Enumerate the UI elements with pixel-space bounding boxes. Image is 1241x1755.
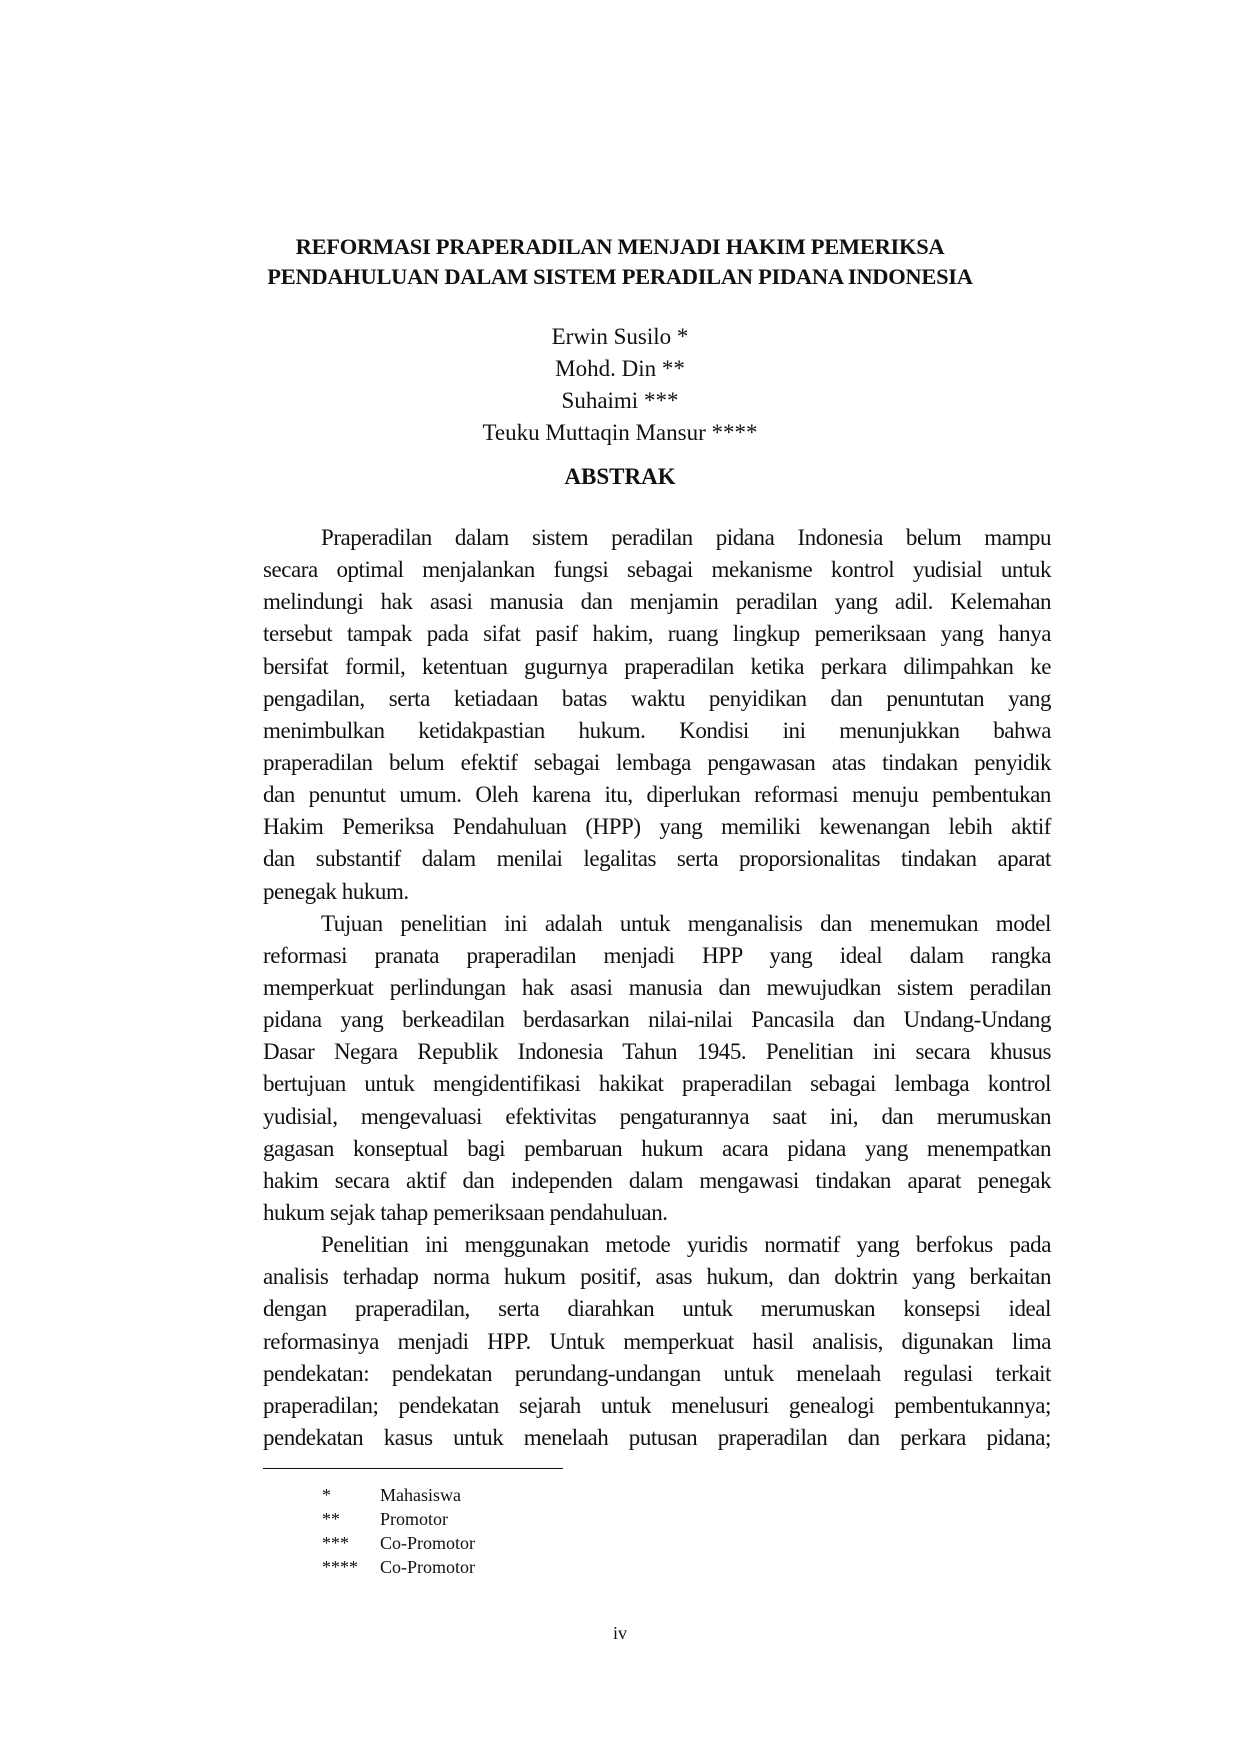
text-line: Hakim Pemeriksa Pendahuluan (HPP) yang memiliki kewenangan lebih aktif (263, 814, 1051, 840)
footnote-item (322, 1507, 475, 1531)
text-line: memperkuat perlindungan hak asasi manusia dan mewujudkan sistem peradilan (263, 974, 1051, 1000)
text-line: praperadilan; pendekatan sejarah untuk menelusuri genealogi pembentukannya; (263, 1392, 1051, 1418)
footnote-text: Mahasiswa (380, 1485, 461, 1505)
text-line: praperadilan belum efektif sebagai lembaga pengawasan atas tindakan penyidik (263, 749, 1051, 775)
footnote-mark: * (322, 1485, 331, 1505)
footnote-item (322, 1531, 475, 1555)
footnote-text: Co-Promotor (380, 1557, 476, 1577)
author-name: Mohd. Din ** (555, 356, 685, 381)
text-line: dan penuntut umum. Oleh karena itu, diperlukan reformasi menuju pembentukan (263, 782, 1051, 808)
footnote-text: Promotor (380, 1509, 449, 1529)
text-line: gagasan konseptual bagi pembaruan hukum acara pidana yang menempatkan (263, 1135, 1051, 1161)
text-line: analisis terhadap norma hukum positif, asas hukum, dan doktrin yang berkaitan (263, 1264, 1051, 1290)
abstract-heading: ABSTRAK (564, 464, 676, 489)
author-list (330, 321, 910, 449)
footnote-separator (263, 1468, 563, 1469)
title-line: PENDAHULUAN DALAM SISTEM PERADILAN PIDANA INDONESIA (267, 264, 973, 289)
text-line: melindungi hak asasi manusia dan menjamin peradilan yang adil. Kelemahan (263, 589, 1051, 615)
text-line: dan substantif dalam menilai legalitas serta proporsionalitas tindakan aparat (263, 846, 1051, 872)
text-line: pidana yang berkeadilan berdasarkan nilai-nilai Pancasila dan Undang-Undang (263, 1007, 1051, 1033)
document-title (230, 232, 1010, 292)
footnotes (322, 1483, 475, 1579)
footnote-item (322, 1555, 475, 1579)
text-line: menimbulkan ketidakpastian hukum. Kondisi ini menunjukkan bahwa (263, 717, 1051, 743)
text-line: pendekatan kasus untuk menelaah putusan praperadilan dan perkara pidana; (263, 1424, 1051, 1450)
footnote-mark: **** (322, 1557, 358, 1577)
text-line: dengan praperadilan, serta diarahkan untuk merumuskan konsepsi ideal (263, 1296, 1051, 1322)
text-line: yudisial, mengevaluasi efektivitas pengaturannya saat ini, dan merumuskan (263, 1103, 1051, 1129)
text-line: bersifat formil, ketentuan gugurnya praperadilan ketika perkara dilimpahkan ke (263, 653, 1051, 679)
text-line: Penelitian ini menggunakan metode yuridis normatif yang berfokus pada (321, 1232, 1051, 1258)
text-line: reformasinya menjadi HPP. Untuk memperkuat hasil analisis, digunakan lima (263, 1328, 1051, 1354)
text-line: hukum sejak tahap pemeriksaan pendahuluan. (263, 1199, 668, 1225)
text-line: penegak hukum. (263, 878, 409, 904)
text-line: pendekatan: pendekatan perundang-undangan untuk menelaah regulasi terkait (263, 1360, 1051, 1386)
footnote-mark: *** (322, 1533, 349, 1553)
abstract-body (263, 522, 1051, 1454)
footnote-mark: ** (322, 1509, 340, 1529)
text-line: reformasi pranata praperadilan menjadi HPP yang ideal dalam rangka (263, 942, 1051, 968)
text-line: pengadilan, serta ketiadaan batas waktu penyidikan dan penuntutan yang (263, 685, 1051, 711)
text-line: bertujuan untuk mengidentifikasi hakikat praperadilan sebagai lembaga kontrol (263, 1071, 1051, 1097)
author-name: Suhaimi *** (561, 388, 679, 413)
text-line: hakim secara aktif dan independen dalam mengawasi tindakan aparat penegak (263, 1167, 1051, 1193)
text-line: secara optimal menjalankan fungsi sebagai mekanisme kontrol yudisial untuk (263, 557, 1051, 583)
footnote-item (322, 1483, 475, 1507)
footnote-text: Co-Promotor (380, 1533, 476, 1553)
title-line: REFORMASI PRAPERADILAN MENJADI HAKIM PEMERIKSA (295, 234, 945, 259)
page-number: iv (612, 1623, 627, 1643)
text-line: Dasar Negara Republik Indonesia Tahun 1945. Penelitian ini secara khusus (263, 1039, 1051, 1065)
author-name: Teuku Muttaqin Mansur **** (482, 420, 758, 445)
text-line: tersebut tampak pada sifat pasif hakim, ruang lingkup pemeriksaan yang hanya (263, 621, 1051, 647)
text-line: Praperadilan dalam sistem peradilan pidana Indonesia belum mampu (321, 525, 1051, 550)
text-line: Tujuan penelitian ini adalah untuk menganalisis dan menemukan model (321, 910, 1051, 936)
author-name: Erwin Susilo * (551, 324, 689, 349)
